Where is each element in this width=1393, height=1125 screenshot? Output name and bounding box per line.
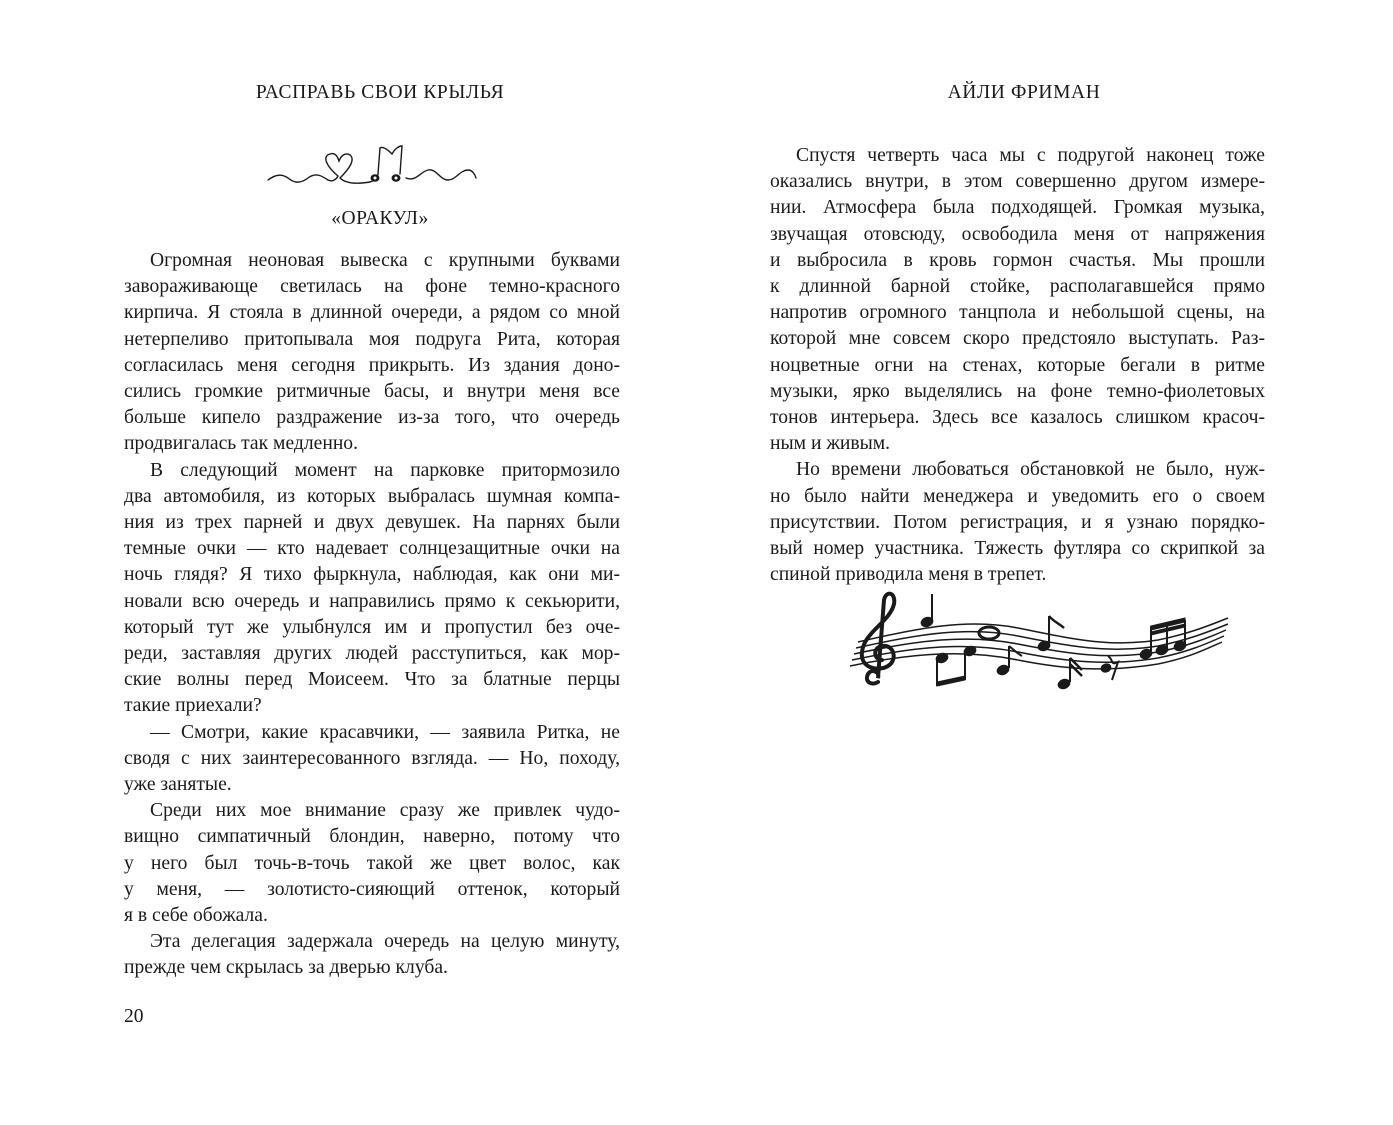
paragraph bbox=[124, 458, 620, 720]
text-line: Эта делегация задержала очередь на целую минуту, bbox=[150, 931, 620, 953]
text-line: больше кипело раздражение из-за того, что очередь bbox=[124, 407, 620, 429]
text-line: я в себе обожала. bbox=[124, 905, 268, 927]
text-line: кирпича. Я стояла в длинной очереди, а рядом со мной bbox=[124, 302, 620, 324]
text-line: которой мне совсем скоро предстояло выступать. Раз- bbox=[770, 328, 1265, 350]
text-line: ным и живым. bbox=[770, 433, 891, 455]
paragraph bbox=[124, 798, 620, 929]
paragraph bbox=[124, 929, 620, 981]
text-line: нетерпеливо притопывала моя подруга Рита, которая bbox=[124, 328, 620, 350]
text-line: у него был точь-в-точь такой же цвет волос, как bbox=[124, 852, 620, 874]
text-line: завораживающе светилась на фоне темно-красного bbox=[124, 276, 620, 298]
text-line: уже занятые. bbox=[124, 774, 232, 796]
text-line: тонов интерьера. Здесь все казалось слишком красоч- bbox=[770, 407, 1265, 429]
text-line: прежде чем скрылась за дверью клуба. bbox=[124, 957, 448, 979]
text-line: — Смотри, какие красавчики, — заявила Ритка, не bbox=[150, 721, 620, 743]
text-line: ночь глядя? Я тихо фыркнула, наблюдая, как они ми- bbox=[124, 564, 620, 586]
text-line: сились громкие ритмичные басы, и внутри меня все bbox=[124, 381, 620, 403]
text-line: такие приехали? bbox=[124, 695, 262, 717]
text-line: нии. Атмосфера была подходящей. Громкая музыка, bbox=[770, 197, 1265, 219]
text-line: продвигалась так медленно. bbox=[124, 433, 358, 455]
text-line: вый номер участника. Тяжесть футляра со скрипкой за bbox=[770, 538, 1265, 560]
text-line: спиной приводила меня в трепет. bbox=[770, 564, 1047, 586]
running-head-author: АЙЛИ ФРИМАН bbox=[947, 82, 1101, 103]
text-line: и выбросила в кровь гормон счастья. Мы прошли bbox=[770, 249, 1265, 271]
text-line: ноцветные огни на стенах, которые бегали в ритме bbox=[770, 354, 1265, 376]
text-line: реди, заставляя других людей расступиться, как мор- bbox=[124, 643, 620, 665]
text-line: к длинной барной стойке, располагавшейся прямо bbox=[770, 276, 1265, 298]
text-line: присутствии. Потом регистрация, и я узнаю порядко- bbox=[770, 511, 1265, 533]
right-page bbox=[696, 0, 1393, 1125]
paragraph bbox=[770, 457, 1265, 588]
text-line: два автомобиля, из которых выбралась шумная компа- bbox=[124, 485, 620, 507]
heart-notes-ornament-icon bbox=[266, 140, 478, 192]
paragraph bbox=[124, 248, 620, 458]
text-line: музыки, ярко выделялись на фоне темно-фиолетовых bbox=[770, 380, 1265, 402]
left-body-text bbox=[124, 248, 620, 982]
text-line: звучащая отовсюду, освободила меня от напряжения bbox=[770, 223, 1265, 245]
text-line: В следующий момент на парковке притормозило bbox=[150, 459, 620, 481]
text-line: Но времени любоваться обстановкой не было, нуж- bbox=[796, 459, 1265, 481]
right-body-text bbox=[770, 143, 1265, 588]
paragraph bbox=[770, 143, 1265, 457]
text-line: ния из трех парней и двух девушек. На парнях были bbox=[124, 512, 620, 534]
left-page bbox=[0, 0, 696, 1125]
text-line: оказались внутри, в этом совершенно другом измере- bbox=[770, 171, 1265, 193]
text-line: который тут же улыбнулся им и пропустил без оче- bbox=[124, 616, 620, 638]
text-line: но было найти менеджера и уведомить его о своем bbox=[770, 485, 1265, 507]
text-line: Среди них мое внимание сразу же привлек чудо- bbox=[150, 800, 620, 822]
text-line: напротив огромного танцпола и небольшой сцены, на bbox=[770, 302, 1265, 324]
chapter-title: «ОРАКУЛ» bbox=[331, 208, 429, 229]
page-number: 20 bbox=[124, 1006, 144, 1027]
music-staff-ornament-icon bbox=[828, 588, 1232, 692]
text-line: Огромная неоновая вывеска с крупными буквами bbox=[150, 250, 620, 271]
text-line: темные очки — кто надевает солнцезащитные очки на bbox=[124, 538, 620, 560]
paragraph-dialogue bbox=[124, 720, 620, 799]
text-line: сводя с них заинтересованного взгляда. — Но, походу, bbox=[124, 747, 620, 769]
text-line: новали всю очередь и направились прямо к секьюрити, bbox=[124, 590, 620, 612]
text-line: ские волны перед Моисеем. Что за блатные перцы bbox=[124, 669, 620, 691]
text-line: Спустя четверть часа мы с подругой наконец тоже bbox=[796, 145, 1265, 166]
text-line: у меня, — золотисто-сияющий оттенок, который bbox=[124, 878, 620, 900]
text-line: согласилась меня сегодня прикрыть. Из здания доно- bbox=[124, 354, 620, 376]
text-line: вищно симпатичный блондин, наверно, потому что bbox=[124, 826, 620, 848]
running-head-book-title: РАСПРАВЬ СВОИ КРЫЛЬЯ bbox=[255, 82, 505, 103]
